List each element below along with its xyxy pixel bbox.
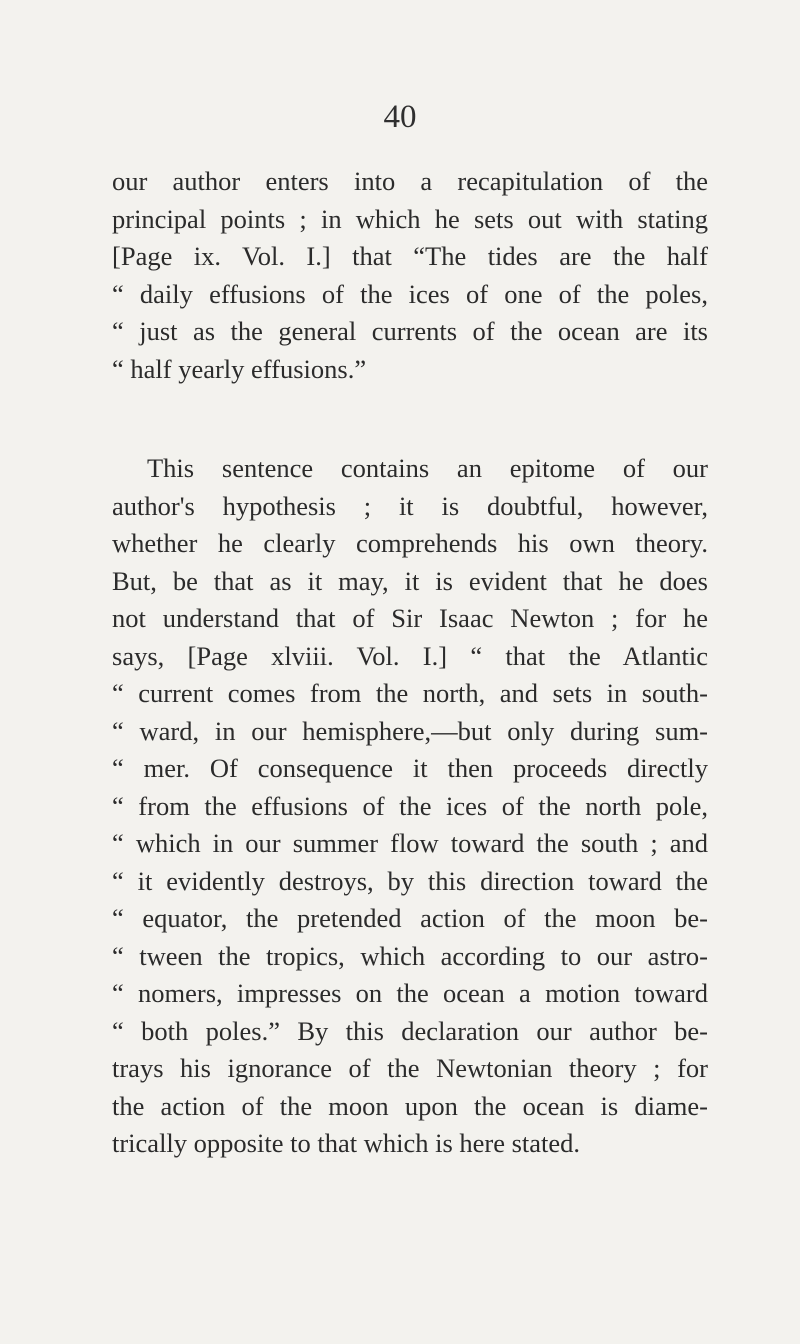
text-line: trays his ignorance of the Newtonian theory ; for <box>112 1053 708 1083</box>
text-line: trically opposite to that which is here stated. <box>112 1128 581 1158</box>
text-line: “ daily effusions of the ices of one of the poles, <box>112 278 708 309</box>
text-line: principal points ; in which he sets out with stating <box>112 203 708 234</box>
text-line: “ just as the general currents of the ocean are its <box>112 316 708 346</box>
text-line: “ ward, in our hemisphere,—but only during sum- <box>112 715 708 746</box>
text-line: author's hypothesis ; it is doubtful, however, <box>112 490 708 521</box>
text-line: the action of the moon upon the ocean is diame- <box>112 1090 708 1121</box>
text-line: This sentence contains an epitome of our <box>147 453 708 483</box>
text-line: not understand that of Sir Isaac Newton ; for he <box>112 603 708 633</box>
text-line: whether he clearly comprehends his own theory. <box>112 528 708 558</box>
text-line: “ which in our summer flow toward the south ; and <box>112 828 708 858</box>
page-number: 40 <box>383 99 417 135</box>
text-line: our author enters into a recapitulation of the <box>112 166 708 196</box>
text-line: “ equator, the pretended action of the moon be- <box>112 903 708 933</box>
text-line: But, be that as it may, it is evident that he does <box>112 565 708 596</box>
text-line: “ tween the tropics, which according to our astro- <box>112 940 708 971</box>
text-line: says, [Page xlviii. Vol. I.] “ that the Atlantic <box>112 640 708 671</box>
text-line: “ mer. Of consequence it then proceeds directly <box>112 753 708 783</box>
text-line: “ current comes from the north, and sets in south- <box>112 678 708 708</box>
text-line: “ half yearly effusions.” <box>112 353 367 384</box>
paragraph-1 <box>112 163 708 388</box>
text-line: “ it evidently destroys, by this direction toward the <box>112 865 708 896</box>
text-line: “ from the effusions of the ices of the north pole, <box>112 790 708 821</box>
text-line: “ nomers, impresses on the ocean a motion toward <box>112 978 708 1008</box>
text-line: [Page ix. Vol. I.] that “The tides are the half <box>112 241 708 271</box>
text-line: “ both poles.” By this declaration our author be- <box>112 1015 708 1046</box>
paragraph-2 <box>112 450 708 1163</box>
